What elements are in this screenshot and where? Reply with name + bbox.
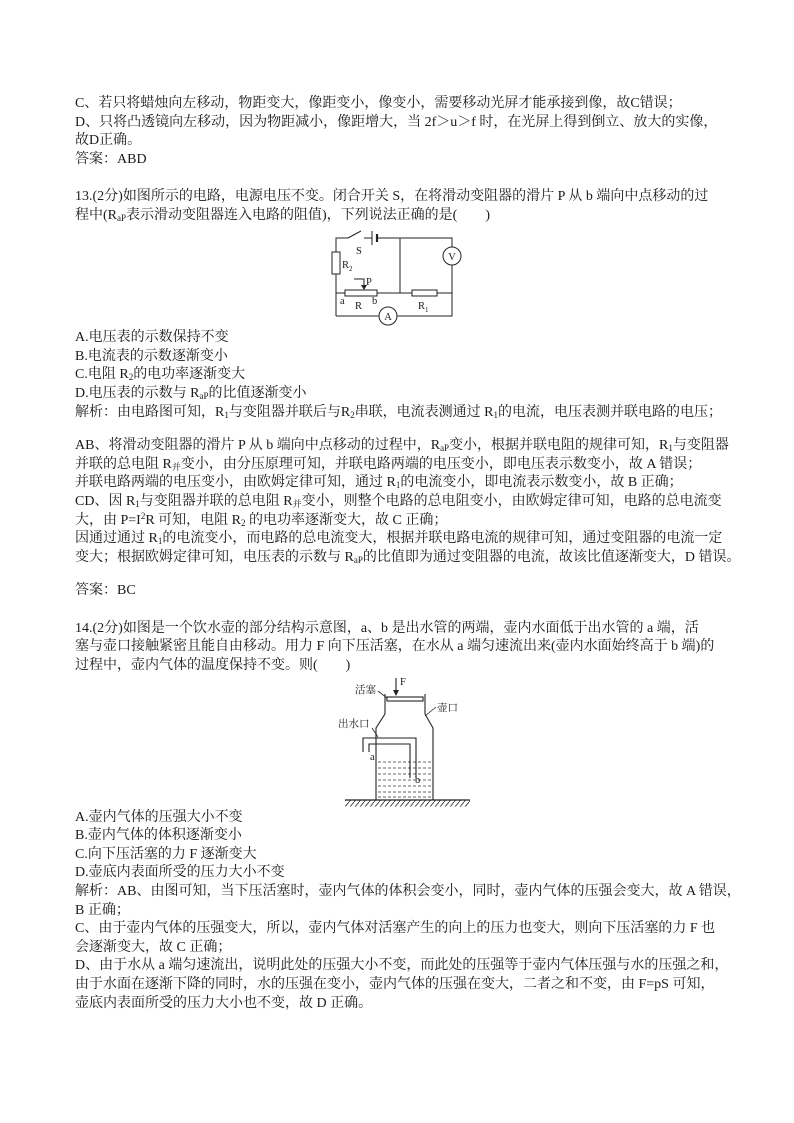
option (75, 846, 765, 865)
text-run: 过程中，壶内气体的温度保持不变。则( ) (75, 658, 351, 674)
text-run: 变小，由分压原理可知，并联电路两端的电压变小，即电压表示数变小，故 A 错误； (180, 456, 702, 472)
text-run: 由于水面在逐渐下降的同时，水的压强在变小，壶内气体的压强在变大，二者之和不变，由 F=pS 可知， (75, 977, 715, 992)
text-run: 的电流，电压表测并联电路的电压； (498, 404, 723, 420)
stem-line (75, 188, 765, 207)
text-run: 变小，则整个电路的总电阻变小，由欧姆定律可知，电路的总电流变 (301, 493, 722, 509)
text-run: D、只将凸透镜向左移动，因为物距减小，像距增大，当 2f＞u＞f 时，在光屏上得到倒立、放大的实像， (75, 114, 718, 130)
subscript: 并 (292, 498, 302, 509)
text-run: C、若只将蜡烛向左移动，物距变大，像距变小，像变小，需要移动光屏才能承接到像，故C错误； (75, 96, 682, 111)
ammeter-label: A (384, 312, 392, 324)
spacer (75, 422, 765, 437)
analysis-line (75, 920, 765, 939)
text-run: D.壶底内表面所受的压力大小不变 (75, 865, 285, 881)
analysis-line (75, 883, 765, 902)
question-14-stem (75, 620, 765, 676)
text-run: A.壶内气体的压强大小不变 (75, 809, 243, 825)
analysis-line (75, 902, 765, 921)
analysis-line (75, 456, 765, 475)
kettle-diagram (334, 676, 474, 809)
stem-line (75, 620, 765, 639)
tube-end-b-label: b (415, 774, 421, 786)
r2-label-subscript: 2 (349, 265, 353, 274)
rheostat-end-b-label: b (372, 296, 378, 308)
subscript: 1 (493, 409, 499, 420)
force-arrowhead (393, 690, 399, 696)
question-13-figure (75, 225, 765, 329)
text-run: B.壶内气体的体积逐渐变小 (75, 828, 242, 844)
text-run: 变小，根据并联电阻的规律可知，R (449, 438, 669, 454)
circuit-lines (332, 231, 461, 325)
question-12-analysis (75, 95, 765, 151)
wire (336, 238, 452, 316)
water (378, 762, 431, 797)
question-13-analysis-intro (75, 404, 765, 423)
text-run: 会逐渐变大，故 C 正确； (75, 939, 232, 955)
text-run: C.电阻 R (75, 367, 129, 383)
question-13-analysis (75, 437, 765, 567)
piston (387, 697, 423, 701)
voltmeter-label: V (448, 252, 456, 264)
wire (336, 238, 452, 293)
option (75, 864, 765, 883)
kettle-outline (363, 678, 433, 800)
rheostat-label: R (355, 301, 363, 313)
text-run: 的比值逐渐变小 (208, 385, 307, 401)
option (75, 827, 765, 846)
text-run: 并联电路两端的电压变小，由欧姆定律可知，通过 R (75, 475, 396, 491)
option (75, 329, 765, 348)
text-run: 变大；根据欧姆定律可知，电压表的示数与 R (75, 549, 354, 565)
text-run: 的电功率逐渐变大 (133, 367, 246, 383)
subscript: aP (440, 443, 450, 454)
outlet-tube-inner (369, 744, 410, 778)
text-run: 表示滑动变阻器连入电路的阻值)，下列说法正确的是( ) (126, 207, 490, 223)
mouth-leader (425, 707, 436, 716)
text-run: CD、因 R (75, 493, 136, 509)
subscript: aP (117, 212, 126, 223)
text-run: 串联，电流表测通过 R (354, 404, 494, 420)
subscript: 1 (135, 498, 140, 509)
analysis-line (75, 437, 765, 456)
text-run: A.电压表的示数保持不变 (75, 330, 229, 346)
stem-line (75, 638, 765, 657)
subscript: 2 (241, 517, 246, 528)
text-run: D、由于水从 a 端匀速流出，说明此处的压强大小不变，而此处的压强等于壶内气体压强与水的压强之和， (75, 958, 729, 974)
stem-line (75, 207, 765, 226)
text-run: D.电压表的示数与 R (75, 385, 200, 401)
analysis-line (75, 132, 765, 151)
r2-label: R (342, 260, 350, 272)
text-run: 因通过通过 R (75, 531, 158, 547)
stem-line (75, 657, 765, 676)
switch-label: S (356, 246, 362, 258)
analysis-line (75, 493, 765, 512)
question-12-tail (75, 95, 765, 169)
kettle-body (376, 714, 433, 800)
text-run: 14.(2分)如图是一个饮水壶的部分结构示意图，a、b 是出水管的两端，壶内水面低于出水管的 a 端，活 (75, 620, 699, 636)
text-run: C、由于壶内气体的压强变大，所以，壶内气体对活塞产生的向上的压力也变大，则向下压活塞的力 F 也 (75, 921, 716, 937)
text-run: B.电流表的示数逐渐变小 (75, 348, 228, 364)
option (75, 809, 765, 828)
question-14-figure (75, 676, 765, 809)
text-run: 与变阻器并联后与R (228, 404, 351, 420)
question-13 (75, 188, 765, 601)
analysis-line (75, 95, 765, 114)
spacer (75, 601, 765, 620)
circuit-diagram (328, 227, 468, 327)
outlet-label: 出水口 (338, 718, 370, 730)
spacer (75, 567, 765, 582)
answer-line: 答案：BC (75, 583, 136, 599)
text-run: C.向下压活塞的力 F 逐渐变大 (75, 846, 257, 862)
option (75, 348, 765, 367)
resistor-r1 (412, 290, 437, 296)
resistor-r2 (332, 252, 340, 274)
analysis-line (75, 512, 765, 531)
subscript: 1 (224, 409, 229, 420)
subscript: 2 (128, 372, 134, 383)
text-run: 解析：由电路图可知，R (75, 404, 225, 420)
text-run: B 正确； (75, 902, 130, 918)
option (75, 366, 765, 385)
analysis-line (75, 976, 765, 995)
question-14-options (75, 809, 765, 883)
text-run: 的比值即为通过变阻器的电流，故该比值逐渐变大，D 错误。 (362, 549, 741, 565)
piston-leader (378, 691, 387, 698)
superscript: 2 (140, 510, 146, 521)
option (75, 385, 765, 404)
question-14-analysis (75, 883, 765, 1013)
subscript: 1 (157, 536, 163, 547)
text-run: AB、将滑动变阻器的滑片 P 从 b 端向中点移动的过程中，R (75, 438, 441, 454)
text-run: 的电功率逐渐变大，故 C 正确； (245, 512, 448, 528)
subscript: 1 (668, 443, 673, 454)
text-run: 解析：AB、由图可知，当下压活塞时，壶内气体的体积会变小，同时，壶内气体的压强会变大，故 A 错误， (75, 884, 741, 900)
text-run: 并联的总电阻 R (75, 456, 172, 472)
rheostat-end-a-label: a (340, 296, 345, 308)
text-run: 故D正确。 (75, 133, 142, 149)
slider-wire (354, 279, 364, 286)
slider-label: P (366, 277, 372, 289)
subscript: aP (199, 390, 209, 401)
text-run: 与变阻器并联的总电阻 R (139, 493, 293, 509)
analysis-line (75, 474, 765, 493)
text-run: 塞与壶口接触紧密且能自由移动。用力 F 向下压活塞，在水从 a 端匀速流出来(壶内水面始终高于 b 端)的 (75, 639, 715, 655)
mouth-label: 壶口 (437, 702, 458, 714)
analysis-line (75, 404, 765, 423)
subscript: aP (353, 554, 363, 565)
answer-line: 答案：ABD (75, 151, 147, 167)
ground-hatch (345, 800, 470, 806)
tube-end-a-label: a (370, 751, 375, 763)
text-run: 与变阻器 (672, 438, 729, 454)
force-label: F (400, 676, 406, 688)
r1-label-subscript: 1 (425, 306, 429, 315)
subscript: 1 (395, 480, 401, 491)
question-13-stem (75, 188, 765, 225)
subscript: 2 (350, 409, 355, 420)
analysis-line (75, 939, 765, 958)
page-content (75, 95, 765, 1013)
text-run: 程中(R (75, 207, 117, 223)
text-run: R 可知，电阻 R (145, 512, 242, 528)
text-run: 壶底内表面所受的压力大小也不变，故 D 正确。 (75, 995, 373, 1011)
question-13-options (75, 329, 765, 403)
analysis-line (75, 530, 765, 549)
text-run: 的电流变小，即电流表示数变小，故 B 正确； (400, 475, 683, 491)
text-run: 大，由 P=I (75, 512, 141, 528)
piston-label: 活塞 (355, 684, 376, 696)
switch-blade (348, 231, 361, 238)
r1-label: R (418, 301, 426, 313)
subscript: 并 (171, 461, 181, 472)
analysis-line (75, 114, 765, 133)
analysis-line (75, 995, 765, 1014)
analysis-line (75, 549, 765, 568)
spacer (75, 169, 765, 188)
text-run: 13.(2分)如图所示的电路，电源电压不变。闭合开关 S，在将滑动变阻器的滑片 P 从 b 端向中点移动的过 (75, 188, 709, 204)
outlet-leader (372, 728, 378, 737)
text-run: 的电流变小，而电路的总电流变大，根据并联电路电流的规律可知，通过变阻器的电流一定 (162, 531, 723, 547)
question-14 (75, 620, 765, 1013)
analysis-line (75, 957, 765, 976)
